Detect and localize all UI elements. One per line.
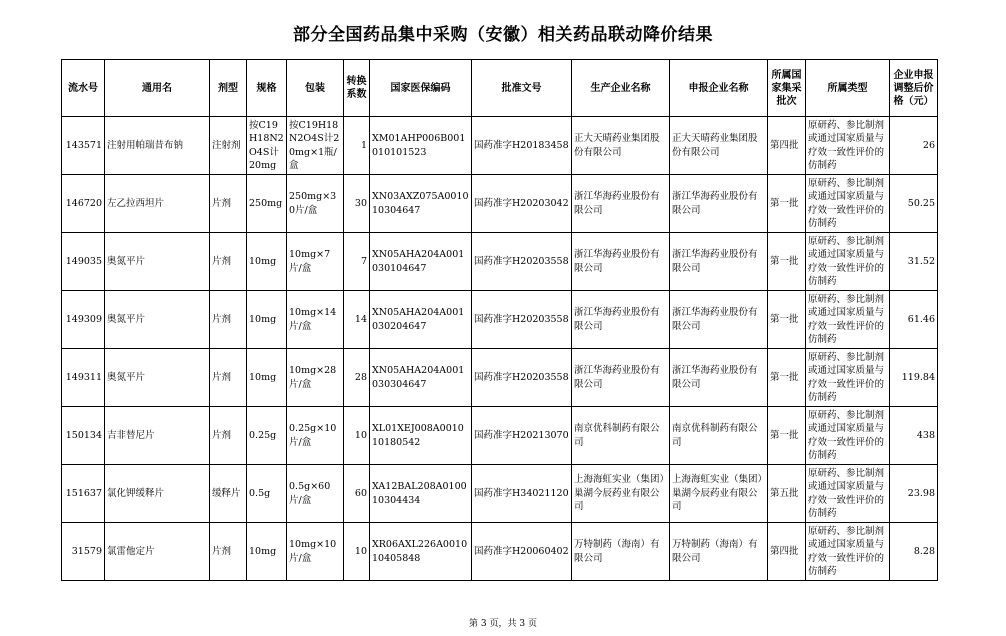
- cell-batch: 第五批: [768, 465, 806, 523]
- page-footer: 第 3 页，共 3 页: [469, 619, 537, 629]
- cell-category: 原研药、参比制剂或通过国家质量与疗效一致性评价的仿制药: [806, 233, 890, 291]
- cell-spec: 10mg: [247, 349, 287, 407]
- cell-conversion-factor: 10: [344, 407, 370, 465]
- cell-batch: 第四批: [768, 117, 806, 175]
- cell-conversion-factor: 30: [344, 175, 370, 233]
- cell-category: 原研药、参比制剂或通过国家质量与疗效一致性评价的仿制药: [806, 407, 890, 465]
- cell-conversion-factor: 1: [344, 117, 370, 175]
- header-dosage-form: 剂型: [210, 60, 247, 117]
- cell-insurance-code: XL01XEJ008A001010180542: [370, 407, 472, 465]
- cell-dosage-form: 片剂: [210, 175, 247, 233]
- cell-conversion-factor: 10: [344, 523, 370, 581]
- cell-insurance-code: XN05AHA204A001030104647: [370, 233, 472, 291]
- cell-category: 原研药、参比制剂或通过国家质量与疗效一致性评价的仿制药: [806, 465, 890, 523]
- cell-manufacturer: 浙江华海药业股份有限公司: [572, 175, 670, 233]
- header-manufacturer: 生产企业名称: [572, 60, 670, 117]
- cell-generic-name: 奥氮平片: [105, 291, 210, 349]
- cell-conversion-factor: 7: [344, 233, 370, 291]
- cell-batch: 第一批: [768, 291, 806, 349]
- cell-applicant: 南京优科制药有限公司: [670, 407, 768, 465]
- cell-applicant: 浙江华海药业股份有限公司: [670, 175, 768, 233]
- header-package: 包装: [287, 60, 344, 117]
- cell-category: 原研药、参比制剂或通过国家质量与疗效一致性评价的仿制药: [806, 349, 890, 407]
- cell-serial: 149309: [62, 291, 105, 349]
- cell-spec: 0.25g: [247, 407, 287, 465]
- cell-dosage-form: 片剂: [210, 349, 247, 407]
- cell-serial: 143571: [62, 117, 105, 175]
- table-row: [62, 407, 938, 465]
- cell-dosage-form: 片剂: [210, 291, 247, 349]
- cell-approval-number: 国药准字H20203558: [472, 349, 572, 407]
- header-category: 所属类型: [806, 60, 890, 117]
- cell-applicant: 浙江华海药业股份有限公司: [670, 233, 768, 291]
- cell-generic-name: 氯化钾缓释片: [105, 465, 210, 523]
- cell-insurance-code: XN05AHA204A001030204647: [370, 291, 472, 349]
- cell-adjusted-price: 50.25: [890, 175, 938, 233]
- cell-insurance-code: XR06AXL226A001010405848: [370, 523, 472, 581]
- cell-manufacturer: 上海海虹实业（集团）巢湖今辰药业有限公司: [572, 465, 670, 523]
- header-spec: 规格: [247, 60, 287, 117]
- cell-category: 原研药、参比制剂或通过国家质量与疗效一致性评价的仿制药: [806, 523, 890, 581]
- table-row: [62, 233, 938, 291]
- cell-conversion-factor: 14: [344, 291, 370, 349]
- header-generic-name: 通用名: [105, 60, 210, 117]
- cell-adjusted-price: 8.28: [890, 523, 938, 581]
- cell-adjusted-price: 61.46: [890, 291, 938, 349]
- cell-batch: 第一批: [768, 407, 806, 465]
- header-applicant: 申报企业名称: [670, 60, 768, 117]
- table-row: [62, 465, 938, 523]
- cell-package: 0.25g×10片/盒: [287, 407, 344, 465]
- cell-approval-number: 国药准字H20060402: [472, 523, 572, 581]
- header-insurance-code: 国家医保编码: [370, 60, 472, 117]
- table-row: [62, 523, 938, 581]
- cell-spec: 10mg: [247, 233, 287, 291]
- cell-package: 10mg×28片/盒: [287, 349, 344, 407]
- cell-generic-name: 注射用帕瑞昔布钠: [105, 117, 210, 175]
- header-conversion-factor: 转换系数: [344, 60, 370, 117]
- drug-price-table: [61, 59, 938, 581]
- cell-approval-number: 国药准字H20183458: [472, 117, 572, 175]
- cell-adjusted-price: 23.98: [890, 465, 938, 523]
- header-adjusted-price: 企业申报调整后价格（元）: [890, 60, 938, 117]
- cell-applicant: 上海海虹实业（集团）巢湖今辰药业有限公司: [670, 465, 768, 523]
- cell-approval-number: 国药准字H20213070: [472, 407, 572, 465]
- cell-insurance-code: XN05AHA204A001030304647: [370, 349, 472, 407]
- cell-category: 原研药、参比制剂或通过国家质量与疗效一致性评价的仿制药: [806, 175, 890, 233]
- cell-adjusted-price: 438: [890, 407, 938, 465]
- cell-approval-number: 国药准字H20203558: [472, 291, 572, 349]
- cell-approval-number: 国药准字H20203558: [472, 233, 572, 291]
- cell-manufacturer: 南京优科制药有限公司: [572, 407, 670, 465]
- table-row: [62, 175, 938, 233]
- header-batch: 所属国家集采批次: [768, 60, 806, 117]
- cell-package: 10mg×10片/盒: [287, 523, 344, 581]
- cell-spec: 按C19H18N2O4S计20mg: [247, 117, 287, 175]
- cell-package: 按C19H18N2O4S计20mg×1瓶/盒: [287, 117, 344, 175]
- cell-spec: 0.5g: [247, 465, 287, 523]
- cell-applicant: 万特制药（海南）有限公司: [670, 523, 768, 581]
- cell-conversion-factor: 28: [344, 349, 370, 407]
- cell-generic-name: 奥氮平片: [105, 233, 210, 291]
- cell-dosage-form: 缓释片: [210, 465, 247, 523]
- cell-adjusted-price: 119.84: [890, 349, 938, 407]
- cell-spec: 250mg: [247, 175, 287, 233]
- cell-batch: 第一批: [768, 175, 806, 233]
- cell-approval-number: 国药准字H34021120: [472, 465, 572, 523]
- header-serial: 流水号: [62, 60, 105, 117]
- cell-applicant: 浙江华海药业股份有限公司: [670, 349, 768, 407]
- table-row: [62, 117, 938, 175]
- header-approval-number: 批准文号: [472, 60, 572, 117]
- cell-insurance-code: XA12BAL208A010010304434: [370, 465, 472, 523]
- cell-applicant: 浙江华海药业股份有限公司: [670, 291, 768, 349]
- cell-serial: 149311: [62, 349, 105, 407]
- cell-generic-name: 奥氮平片: [105, 349, 210, 407]
- cell-generic-name: 氯雷他定片: [105, 523, 210, 581]
- cell-batch: 第一批: [768, 233, 806, 291]
- cell-category: 原研药、参比制剂或通过国家质量与疗效一致性评价的仿制药: [806, 117, 890, 175]
- table-row: [62, 291, 938, 349]
- cell-spec: 10mg: [247, 291, 287, 349]
- cell-batch: 第一批: [768, 349, 806, 407]
- cell-manufacturer: 正大天晴药业集团股份有限公司: [572, 117, 670, 175]
- cell-generic-name: 左乙拉西坦片: [105, 175, 210, 233]
- cell-spec: 10mg: [247, 523, 287, 581]
- cell-package: 250mg×30片/盒: [287, 175, 344, 233]
- table-header-row: [62, 60, 938, 117]
- cell-serial: 150134: [62, 407, 105, 465]
- cell-dosage-form: 片剂: [210, 523, 247, 581]
- cell-generic-name: 吉非替尼片: [105, 407, 210, 465]
- cell-dosage-form: 注射剂: [210, 117, 247, 175]
- cell-dosage-form: 片剂: [210, 233, 247, 291]
- page-title: 部分全国药品集中采购（安徽）相关药品联动降价结果: [293, 25, 713, 45]
- cell-serial: 146720: [62, 175, 105, 233]
- cell-manufacturer: 万特制药（海南）有限公司: [572, 523, 670, 581]
- table-row: [62, 349, 938, 407]
- cell-applicant: 正大天晴药业集团股份有限公司: [670, 117, 768, 175]
- cell-batch: 第四批: [768, 523, 806, 581]
- cell-manufacturer: 浙江华海药业股份有限公司: [572, 349, 670, 407]
- cell-insurance-code: XN03AXZ075A001010304647: [370, 175, 472, 233]
- cell-dosage-form: 片剂: [210, 407, 247, 465]
- cell-approval-number: 国药准字H20203042: [472, 175, 572, 233]
- cell-category: 原研药、参比制剂或通过国家质量与疗效一致性评价的仿制药: [806, 291, 890, 349]
- cell-adjusted-price: 26: [890, 117, 938, 175]
- cell-serial: 149035: [62, 233, 105, 291]
- cell-manufacturer: 浙江华海药业股份有限公司: [572, 291, 670, 349]
- cell-package: 10mg×7片/盒: [287, 233, 344, 291]
- cell-serial: 31579: [62, 523, 105, 581]
- cell-conversion-factor: 60: [344, 465, 370, 523]
- cell-insurance-code: XM01AHP006B001010101523: [370, 117, 472, 175]
- cell-package: 0.5g×60片/盒: [287, 465, 344, 523]
- cell-package: 10mg×14片/盒: [287, 291, 344, 349]
- cell-manufacturer: 浙江华海药业股份有限公司: [572, 233, 670, 291]
- cell-serial: 151637: [62, 465, 105, 523]
- cell-adjusted-price: 31.52: [890, 233, 938, 291]
